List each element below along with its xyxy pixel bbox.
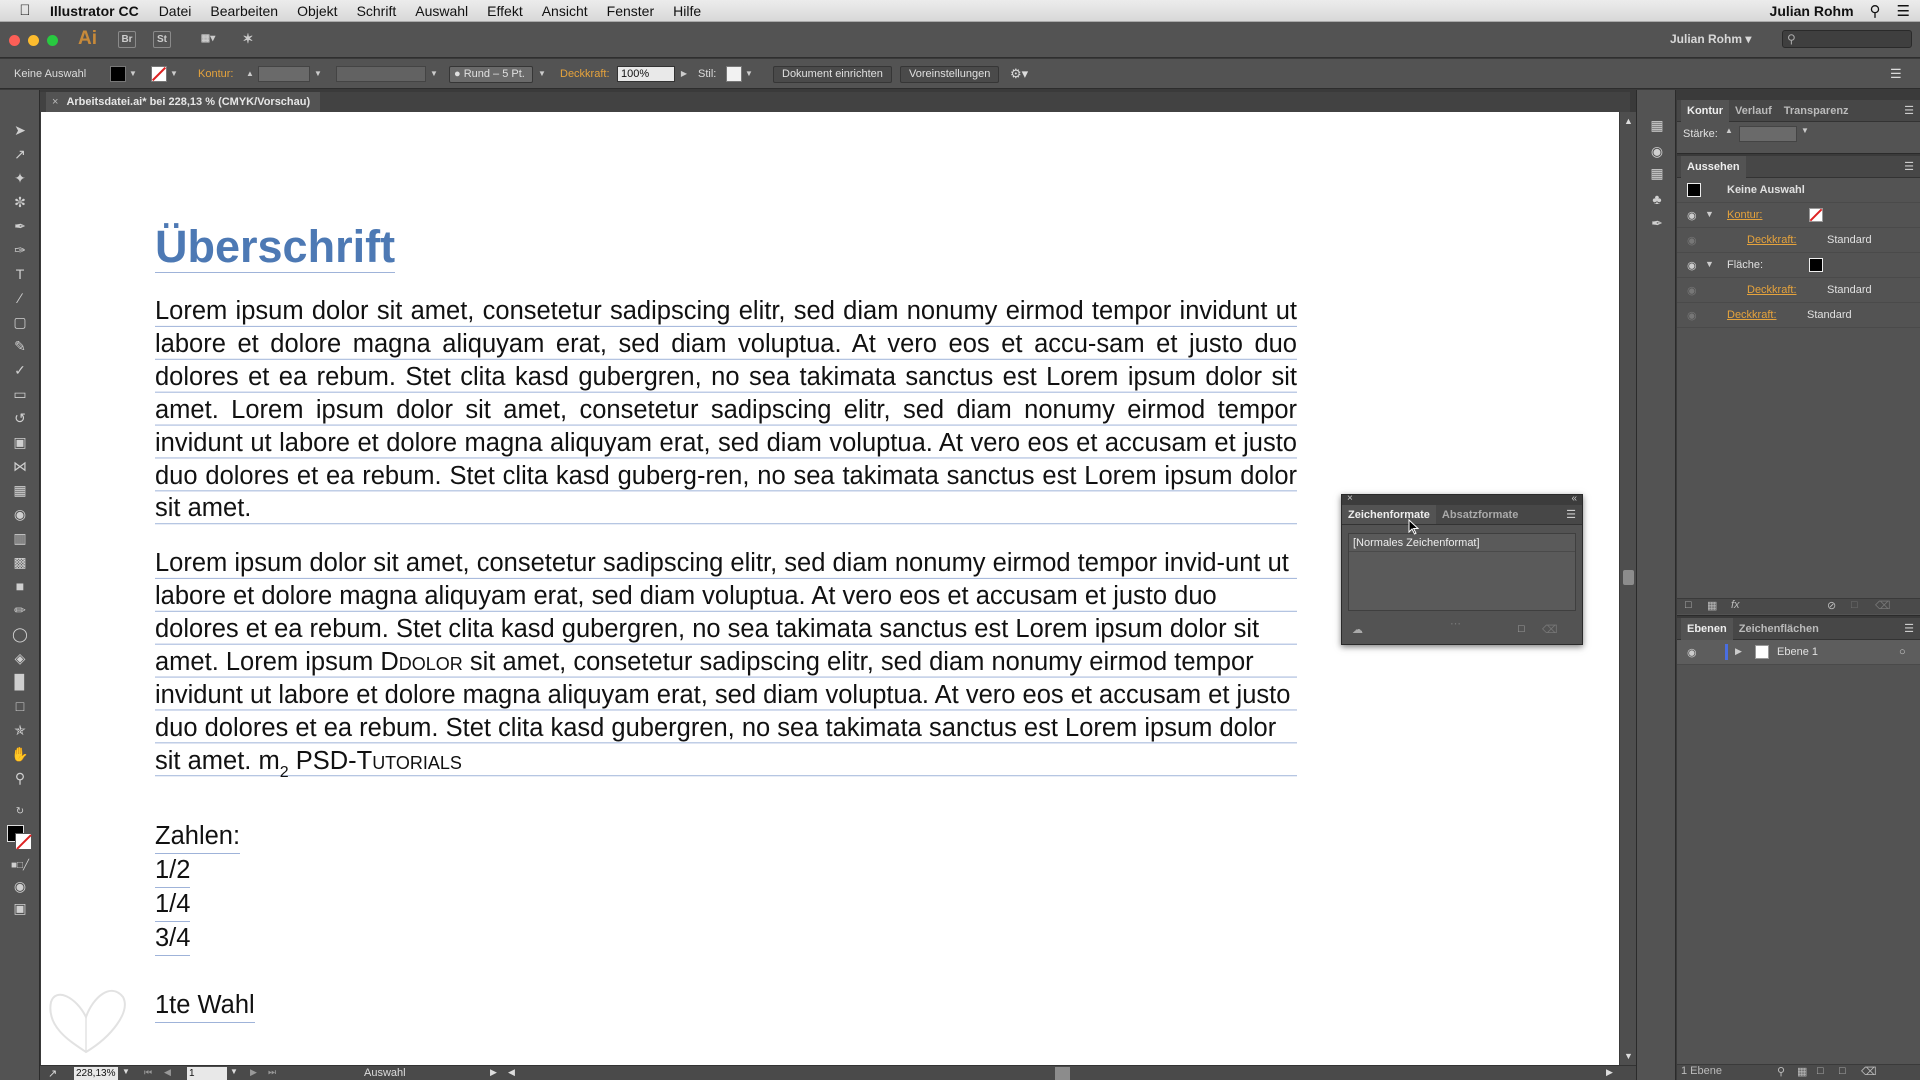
eraser-tool-icon[interactable]: ▭: [13, 386, 27, 402]
tab-ebenen[interactable]: Ebenen: [1681, 618, 1733, 640]
magic-wand-tool-icon[interactable]: ✦: [14, 170, 26, 186]
trash-icon[interactable]: ⌫: [1542, 624, 1558, 636]
floating-panel-titlebar[interactable]: [1342, 495, 1582, 505]
paragraph-2[interactable]: [155, 547, 1297, 789]
page-input[interactable]: 1: [187, 1067, 227, 1080]
libraries-icon[interactable]: ◉: [1650, 143, 1664, 159]
search-input[interactable]: [1782, 30, 1912, 48]
scale-tool-icon[interactable]: ▣: [13, 434, 27, 450]
layer-color-indicator: [1725, 644, 1728, 660]
butterfly-watermark-icon: [41, 972, 131, 1062]
stroke-weight-row: [1677, 122, 1920, 147]
appearance-footer: [1677, 598, 1920, 614]
eye-icon[interactable]: ◉: [1687, 210, 1697, 222]
opacity-input[interactable]: 100%: [617, 66, 675, 82]
chevron-down-icon[interactable]: ▼: [129, 69, 137, 78]
menubar-user[interactable]: Julian Rohm: [1769, 3, 1854, 19]
panel-menu-icon[interactable]: ☰: [1890, 66, 1902, 81]
share-icon[interactable]: ↗: [48, 1068, 58, 1080]
current-tool-status[interactable]: Auswahl: [364, 1067, 406, 1079]
tab-aussehen[interactable]: Aussehen: [1681, 156, 1746, 178]
new-fill-icon[interactable]: ▦: [1707, 600, 1718, 612]
style-label: Stil:: [698, 68, 717, 80]
new-stroke-icon[interactable]: □: [1685, 599, 1692, 611]
eye-icon[interactable]: ◉: [1687, 260, 1697, 272]
expand-layer-icon[interactable]: ▶: [1735, 646, 1742, 656]
close-icon[interactable]: ×: [1347, 493, 1353, 504]
screen-mode-icon[interactable]: ▣: [13, 900, 27, 916]
chevron-right-icon[interactable]: ▶: [680, 69, 688, 78]
column-graph-tool-icon[interactable]: ▉: [14, 674, 26, 690]
stroke-opacity-label[interactable]: Deckkraft:: [1747, 234, 1797, 246]
tab-transparenz[interactable]: Transparenz: [1783, 104, 1849, 117]
chevron-down-icon[interactable]: ▼: [430, 69, 438, 78]
panel-menu-icon[interactable]: ☰: [1904, 161, 1914, 173]
stroke-weight-label: Stärke:: [1683, 128, 1718, 140]
scroll-down-icon[interactable]: ▼: [1624, 1051, 1633, 1061]
layer-name[interactable]: Ebene 1: [1777, 646, 1818, 658]
chevron-down-icon[interactable]: ▼: [1801, 126, 1809, 135]
collapse-panel-icon[interactable]: «: [1571, 493, 1577, 504]
smallcaps-tail-text: PSD-Tutorials: [295, 746, 462, 775]
appearance-object-opacity-row[interactable]: [1677, 303, 1920, 328]
opacity-label[interactable]: Deckkraft:: [560, 68, 610, 80]
graphic-style-swatch[interactable]: [726, 66, 742, 82]
normal-character-style[interactable]: [Normales Zeichenformat]: [1349, 534, 1575, 552]
mac-menubar: [0, 0, 1920, 22]
paragraph-2-text-a: Lorem ipsum dolor sit amet, consetetur sadipscing elitr, sed diam nonumy eirmod tempor invid-unt ut labore et dolore magna aliquyam erat, sed diam voluptua. At vero eos et accusam et justo duo dolores et ea rebum. Stet clita kasd gubergren, no sea takimata sanctus est Lorem ipsum dolor sit amet. Lorem ipsum: [155, 549, 1289, 677]
stroke-panel: [1677, 100, 1920, 154]
blend-tool-icon[interactable]: ◯: [12, 626, 28, 642]
direct-selection-tool-icon[interactable]: ↗: [14, 146, 26, 162]
layers-panel: [1677, 618, 1920, 1080]
appearance-fill-opacity-row[interactable]: [1677, 278, 1920, 303]
search-icon: ⚲: [1787, 32, 1796, 46]
rectangle-tool-icon[interactable]: ▢: [13, 314, 27, 330]
hand-tool-icon[interactable]: ✋: [11, 746, 29, 762]
width-tool-icon[interactable]: ⋈: [13, 458, 27, 474]
mouse-cursor-icon: [1408, 519, 1420, 535]
fx-icon[interactable]: fx: [1731, 599, 1740, 611]
tools-panel: [0, 90, 40, 1080]
selection-thumbnail: [1687, 183, 1701, 197]
stroke-label[interactable]: Kontur:: [198, 68, 234, 80]
selection-status: Keine Auswahl: [14, 68, 87, 80]
color-guide-icon[interactable]: ▦: [1650, 117, 1664, 133]
disclosure-triangle-icon[interactable]: ▼: [1705, 259, 1714, 269]
free-transform-tool-icon[interactable]: ▦: [13, 482, 27, 498]
document-tab-bar: [40, 92, 1630, 112]
control-bar: [0, 59, 1920, 89]
pen-tool-icon[interactable]: ✒: [14, 218, 26, 234]
locate-object-icon[interactable]: ⚲: [1777, 1066, 1786, 1078]
collapsed-panel-strip: [1636, 90, 1676, 1080]
drawing-mode-icon[interactable]: ◉: [13, 878, 27, 894]
symbol-sprayer-tool-icon[interactable]: ◈: [14, 650, 26, 666]
layer-thumbnail: [1755, 645, 1769, 659]
fill-opacity-label[interactable]: Deckkraft:: [1747, 284, 1797, 296]
character-styles-footer: [1342, 619, 1582, 643]
text-frame[interactable]: [155, 212, 1297, 1023]
type-tool-icon[interactable]: T: [15, 266, 25, 282]
stroke-color-swatch[interactable]: [151, 66, 167, 82]
zoom-input[interactable]: 228,13%: [74, 1067, 118, 1080]
resize-grip-icon[interactable]: ⋯: [1450, 618, 1461, 630]
eye-icon[interactable]: ◉: [1687, 647, 1697, 659]
stroke-panel-tabs: [1677, 100, 1920, 122]
close-window-icon[interactable]: [9, 35, 20, 46]
target-circle-icon[interactable]: ○: [1899, 646, 1906, 658]
chevron-down-icon[interactable]: ▼: [745, 69, 753, 78]
tab-zeichenformate[interactable]: Zeichenformate: [1342, 505, 1436, 524]
object-opacity-label[interactable]: Deckkraft:: [1727, 309, 1777, 321]
tab-absatzformate[interactable]: Absatzformate: [1441, 509, 1519, 521]
stock-button[interactable]: St: [153, 31, 171, 48]
vertical-scrollbar[interactable]: [1619, 112, 1636, 1065]
first-page-icon[interactable]: ⏮: [144, 1067, 153, 1077]
fill-black-swatch[interactable]: [1809, 258, 1823, 272]
tab-kontur[interactable]: Kontur: [1681, 100, 1729, 122]
appearance-stroke-opacity-row[interactable]: [1677, 228, 1920, 253]
horizontal-scroll-thumb[interactable]: [1055, 1067, 1070, 1080]
menu-fenster[interactable]: Fenster: [606, 2, 655, 19]
paragraph-1[interactable]: Lorem ipsum dolor sit amet, consetetur sadipscing elitr, sed diam nonumy eirmod tempor invidunt ut labore et dolore magna aliquyam erat, sed diam voluptua. At vero eos et accu-sam et justo duo dolores et ea rebum. Stet clita kasd gubergren, no sea takimata sanctus est Lorem ipsum dolor sit amet. Lorem ipsum dolor sit amet, consetetur sadipscing elitr, sed diam nonumy eirmod tempor invidunt ut labore et dolore magna aliquyam erat, sed diam voluptua. At vero eos et accusam et justo duo dolores et ea rebum. Stet clita kasd guberg-ren, no sea takimata sanctus est Lorem ipsum dolor sit amet.: [155, 295, 1297, 525]
swatches-grid-icon[interactable]: ▦: [1650, 165, 1664, 181]
new-sublayer-icon[interactable]: □: [1817, 1065, 1824, 1077]
scroll-thumb[interactable]: [1623, 570, 1634, 585]
panel-menu-icon[interactable]: ☰: [1566, 509, 1576, 521]
menu-datei[interactable]: Datei: [158, 2, 192, 19]
trash-icon[interactable]: ⌫: [1861, 1066, 1877, 1078]
clear-appearance-icon[interactable]: ⊘: [1827, 600, 1837, 612]
prev-page-icon[interactable]: ◀: [164, 1067, 171, 1077]
menu-auswahl[interactable]: Auswahl: [415, 2, 469, 19]
clipping-mask-icon[interactable]: ▦: [1797, 1066, 1808, 1078]
symbols-icon[interactable]: ♣: [1652, 191, 1662, 207]
duplicate-item-icon[interactable]: □: [1851, 599, 1858, 611]
close-icon[interactable]: ×: [52, 96, 59, 108]
chevron-down-icon[interactable]: ▼: [122, 1067, 130, 1076]
mesh-tool-icon[interactable]: ▩: [13, 554, 27, 570]
fill-color-swatch[interactable]: [110, 66, 126, 82]
window-controls: [9, 35, 58, 46]
scroll-up-icon[interactable]: ▲: [1624, 116, 1633, 126]
next-page-icon[interactable]: ▶: [250, 1067, 257, 1077]
style-library-icon[interactable]: ☁: [1352, 624, 1363, 636]
perspective-grid-tool-icon[interactable]: ▥: [13, 530, 27, 546]
chevron-down-icon[interactable]: ▼: [314, 69, 322, 78]
zoom-window-icon[interactable]: [47, 35, 58, 46]
status-menu-icon[interactable]: ▶: [490, 1067, 497, 1077]
preferences-button[interactable]: Voreinstellungen: [900, 66, 999, 83]
last-page-icon[interactable]: ⏭: [268, 1067, 277, 1077]
eyedropper-tool-icon[interactable]: ✏: [14, 602, 26, 618]
character-styles-list[interactable]: [1348, 533, 1576, 611]
character-styles-tabs: [1342, 505, 1582, 525]
character-styles-panel: [1341, 494, 1583, 645]
blob-brush-tool-icon[interactable]: ✓: [14, 362, 26, 378]
last-line-text: 1te Wahl: [155, 989, 255, 1023]
new-layer-icon[interactable]: □: [1839, 1065, 1846, 1077]
appearance-selection-row: [1677, 178, 1920, 203]
shape-builder-tool-icon[interactable]: ◉: [13, 506, 27, 522]
appearance-fill-label[interactable]: Fläche:: [1727, 259, 1764, 271]
paintbrush-tool-icon[interactable]: ✎: [14, 338, 26, 354]
menu-schrift[interactable]: Schrift: [356, 2, 397, 19]
menu-effekt[interactable]: Effekt: [487, 2, 523, 19]
stroke-opacity-value: Standard: [1827, 234, 1872, 246]
curvature-tool-icon[interactable]: ✑: [14, 242, 26, 258]
document-tab-title: Arbeitsdatei.ai* bei 228,13 % (CMYK/Vorschau): [66, 96, 311, 108]
panel-menu-icon[interactable]: ☰: [1904, 105, 1914, 117]
variable-width-field[interactable]: [336, 66, 426, 82]
panel-menu-icon[interactable]: ☰: [1904, 623, 1914, 635]
subscript-text: 2: [279, 763, 289, 781]
document-tab[interactable]: [46, 92, 320, 112]
illustrator-logo: Ai: [78, 28, 97, 49]
notification-list-icon[interactable]: ☰: [1896, 3, 1910, 20]
eye-icon[interactable]: ◉: [1687, 235, 1697, 247]
line-tool-icon[interactable]: ∕: [18, 290, 22, 306]
apple-icon[interactable]: [0, 2, 50, 19]
rotate-tool-icon[interactable]: ↺: [14, 410, 26, 426]
chevron-down-icon[interactable]: ▼: [170, 69, 178, 78]
menu-objekt[interactable]: Objekt: [297, 2, 338, 19]
brush-definition-dropdown[interactable]: ● Rund – 5 Pt.: [449, 66, 533, 83]
appearance-fill-row[interactable]: [1677, 253, 1920, 278]
paragraph-2-text-b: sit amet, consetetur sadipscing elitr, sed diam nonumy eirmod tempor invidunt ut labore et dolore magna aliquyam erat, sed diam voluptua. At vero eos et accusam et justo duo dolores et ea rebum. Stet clita kasd gubergren, no sea takimata sanctus est Lorem ipsum dolor sit amet. m: [155, 648, 1291, 775]
appearance-panel-tabs: [1677, 156, 1920, 178]
selection-tool-icon[interactable]: ➤: [14, 122, 26, 138]
appearance-stroke-label[interactable]: Kontur:: [1727, 209, 1763, 221]
numbers-list[interactable]: [155, 820, 1297, 1023]
number-item: 1/2: [155, 854, 190, 888]
chevron-down-icon[interactable]: ▼: [538, 69, 546, 78]
layers-panel-tabs: [1677, 618, 1920, 640]
menu-hilfe[interactable]: Hilfe: [673, 2, 702, 19]
number-item: 3/4: [155, 922, 190, 956]
color-mode-icon[interactable]: ■□╱: [10, 860, 30, 871]
zahlen-label: Zahlen:: [155, 820, 240, 854]
chevron-down-icon[interactable]: ▼: [230, 1067, 238, 1076]
eye-icon[interactable]: ◉: [1687, 285, 1697, 297]
gradient-tool-icon[interactable]: ■: [15, 578, 25, 594]
appearance-selection-label: Keine Auswahl: [1727, 184, 1805, 196]
menu-bearbeiten[interactable]: Bearbeiten: [210, 2, 279, 19]
fill-opacity-value: Standard: [1827, 284, 1872, 296]
zoom-tool-icon[interactable]: ⚲: [14, 770, 26, 786]
scroll-left-icon[interactable]: ◀: [508, 1067, 515, 1077]
stroke-weight-field[interactable]: [258, 66, 310, 82]
stroke-weight-input[interactable]: [1739, 126, 1797, 142]
swap-fill-stroke-icon[interactable]: ↻: [15, 806, 25, 817]
heading-text[interactable]: Überschrift: [155, 221, 396, 272]
smallcaps-text: Ddolor: [380, 648, 463, 677]
stroke-swatch[interactable]: [15, 833, 32, 850]
gpu-performance-icon[interactable]: ✶: [242, 31, 254, 46]
new-style-icon[interactable]: □: [1518, 623, 1525, 635]
application-bar: [0, 22, 1920, 58]
bridge-button[interactable]: Br: [118, 31, 136, 48]
stroke-weight-stepper[interactable]: ▲: [1725, 126, 1733, 135]
stroke-none-swatch[interactable]: [1809, 208, 1823, 222]
minimize-window-icon[interactable]: [28, 35, 39, 46]
brushes-icon[interactable]: ✒: [1651, 215, 1663, 231]
scroll-right-icon[interactable]: ▶: [1606, 1067, 1613, 1077]
trash-icon[interactable]: ⌫: [1875, 600, 1891, 612]
document-setup-button[interactable]: Dokument einrichten: [773, 66, 892, 83]
account-menu[interactable]: Julian Rohm ▾: [1670, 32, 1752, 46]
tab-zeichenflaechen[interactable]: Zeichenflächen: [1738, 622, 1819, 635]
artboard-tool-icon[interactable]: □: [15, 698, 25, 714]
layers-footer: [1677, 1064, 1920, 1080]
status-bar: [40, 1065, 1636, 1080]
appearance-stroke-row[interactable]: [1677, 203, 1920, 228]
align-options-icon[interactable]: ⚙▾: [1010, 66, 1029, 81]
layer-count: 1 Ebene: [1681, 1065, 1722, 1077]
slice-tool-icon[interactable]: ✯: [14, 722, 26, 738]
stroke-stepper[interactable]: ▲: [246, 69, 254, 78]
lasso-tool-icon[interactable]: ✼: [14, 194, 26, 210]
spotlight-search-icon[interactable]: ⚲: [1869, 3, 1881, 20]
menu-ansicht[interactable]: Ansicht: [541, 2, 588, 19]
layer-row[interactable]: [1677, 640, 1920, 665]
object-opacity-value: Standard: [1807, 309, 1852, 321]
app-menu[interactable]: Illustrator CC: [50, 2, 139, 19]
eye-icon[interactable]: ◉: [1687, 310, 1697, 322]
tab-verlauf[interactable]: Verlauf: [1735, 104, 1772, 117]
number-item: 1/4: [155, 888, 190, 922]
arrange-documents-icon[interactable]: ▦▾: [200, 33, 216, 44]
appearance-panel: [1677, 156, 1920, 616]
disclosure-triangle-icon[interactable]: ▼: [1705, 209, 1714, 219]
